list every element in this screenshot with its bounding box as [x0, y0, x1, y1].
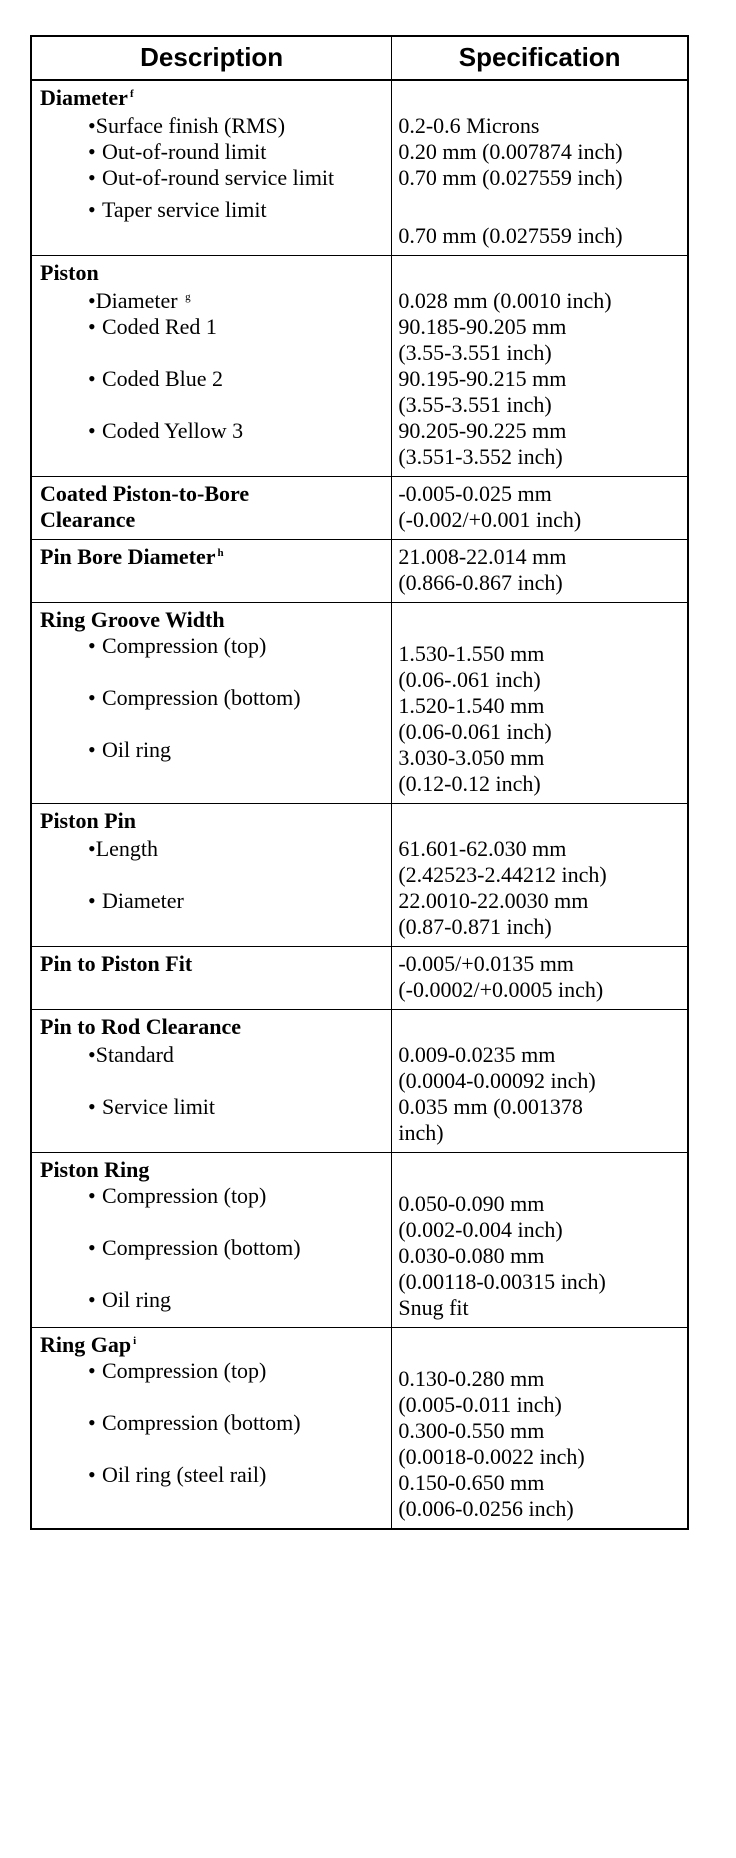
group-title: Pin Bore Diameter: [40, 544, 216, 569]
spec-value: 0.70 mm (0.027559 inch): [398, 165, 623, 190]
spec-cell: [392, 1328, 688, 1530]
spec-value: -0.005-0.025 mm: [398, 481, 552, 506]
spec-value: 0.050-0.090 mm: [398, 1191, 545, 1216]
bullet-icon: •: [88, 1094, 96, 1119]
footnote-mark: h: [217, 546, 224, 559]
specification-table: [30, 35, 689, 1530]
spec-value: (0.06-0.061 inch): [398, 719, 552, 744]
spec-cell: [392, 1010, 688, 1153]
list-item: • Oil ring (steel rail): [88, 1462, 267, 1487]
list-item: • Compression (top): [88, 1358, 267, 1383]
desc-cell: [31, 947, 392, 1010]
group-title: Clearance: [40, 507, 136, 532]
desc-cell: [31, 1328, 392, 1530]
spec-value: 3.030-3.050 mm: [398, 745, 545, 770]
spec-value: (0.12-0.12 inch): [398, 771, 541, 796]
spec-value: 0.2-0.6 Microns: [398, 113, 540, 138]
spec-value: inch): [398, 1120, 444, 1145]
spec-value: 90.205-90.225 mm: [398, 418, 567, 443]
list-item: • Coded Blue 2: [88, 366, 223, 391]
spec-value: (0.005-0.011 inch): [398, 1392, 562, 1417]
bullet-icon: •: [88, 888, 96, 913]
spec-value: 0.150-0.650 mm: [398, 1470, 545, 1495]
group-row-ring-gap: [31, 1328, 688, 1530]
spec-value: 90.185-90.205 mm: [398, 314, 567, 339]
list-item: •Standard: [88, 1042, 174, 1067]
spec-value: (2.42523-2.44212 inch): [398, 862, 607, 887]
bullet-icon: •: [88, 685, 96, 710]
list-item: • Compression (top): [88, 1183, 267, 1208]
spec-cell: [392, 603, 688, 804]
spec-value: 0.130-0.280 mm: [398, 1366, 545, 1391]
group-row-pin-rod: [31, 1010, 688, 1153]
header-row: [31, 36, 688, 80]
spec-cell: [392, 540, 688, 603]
group-title: Piston Ring: [40, 1157, 150, 1182]
header-description: Description: [31, 36, 392, 80]
spec-value: (-0.002/+0.001 inch): [398, 507, 582, 532]
list-item: •Surface finish (RMS): [88, 113, 286, 138]
spec-cell: [392, 256, 688, 477]
spec-value: 0.300-0.550 mm: [398, 1418, 545, 1443]
bullet-icon: •: [88, 288, 96, 313]
spec-value: (0.00118-0.00315 inch): [398, 1269, 606, 1294]
spec-cell: [392, 1153, 688, 1328]
bullet-icon: •: [88, 418, 96, 443]
spec-value: (0.0018-0.0022 inch): [398, 1444, 585, 1469]
header-specification: Specification: [392, 36, 688, 80]
spec-cell: [392, 80, 688, 256]
list-item: • Taper service limit: [88, 197, 267, 222]
group-title: Coated Piston-to-Bore: [40, 481, 250, 506]
spec-value: (0.87-0.871 inch): [398, 914, 552, 939]
group-row-pin-bore: [31, 540, 688, 603]
spec-value: (3.55-3.551 inch): [398, 340, 552, 365]
desc-cell: [31, 256, 392, 477]
group-title: Piston: [40, 260, 99, 285]
group-title: Piston Pin: [40, 808, 136, 833]
group-row-ring-groove: [31, 603, 688, 804]
group-title: Ring Gap: [40, 1332, 132, 1357]
footnote-mark: g: [185, 290, 191, 303]
spec-value: 0.70 mm (0.027559 inch): [398, 223, 623, 248]
group-title: Pin to Rod Clearance: [40, 1014, 242, 1039]
spec-value: (3.55-3.551 inch): [398, 392, 552, 417]
bullet-icon: •: [88, 165, 96, 190]
bullet-icon: •: [88, 633, 96, 658]
spec-value: 0.009-0.0235 mm: [398, 1042, 556, 1067]
desc-cell: [31, 540, 392, 603]
bullet-icon: •: [88, 1042, 96, 1067]
spec-value: 21.008-22.014 mm: [398, 544, 567, 569]
spec-value: (0.866-0.867 inch): [398, 570, 563, 595]
list-item: • Oil ring: [88, 737, 172, 762]
spec-value: Snug fit: [398, 1295, 469, 1320]
bullet-icon: •: [88, 197, 96, 222]
spec-value: 0.030-0.080 mm: [398, 1243, 545, 1268]
desc-cell: [31, 80, 392, 256]
bullet-icon: •: [88, 1462, 96, 1487]
desc-cell: [31, 804, 392, 947]
spec-value: (0.002-0.004 inch): [398, 1217, 563, 1242]
group-row-piston: [31, 256, 688, 477]
list-item: • Compression (bottom): [88, 1235, 301, 1260]
bullet-icon: •: [88, 1183, 96, 1208]
desc-cell: [31, 477, 392, 540]
bullet-icon: •: [88, 1410, 96, 1435]
list-item: • Compression (bottom): [88, 685, 301, 710]
spec-value: (0.0004-0.00092 inch): [398, 1068, 596, 1093]
group-title: Ring Groove Width: [40, 607, 225, 632]
group-row-pin-fit: [31, 947, 688, 1010]
group-row-coated-clearance: [31, 477, 688, 540]
spec-cell: [392, 804, 688, 947]
bullet-icon: •: [88, 139, 96, 164]
spec-value: -0.005/+0.0135 mm: [398, 951, 574, 976]
group-row-piston-pin: [31, 804, 688, 947]
group-title: Pin to Piston Fit: [40, 951, 193, 976]
list-item: • Service limit: [88, 1094, 216, 1119]
bullet-icon: •: [88, 836, 96, 861]
list-item: • Coded Red 1: [88, 314, 217, 339]
bullet-icon: •: [88, 366, 96, 391]
footnote-mark: i: [133, 1334, 137, 1347]
spec-cell: [392, 947, 688, 1010]
spec-value: (-0.0002/+0.0005 inch): [398, 977, 604, 1002]
desc-cell: [31, 603, 392, 804]
spec-value: 61.601-62.030 mm: [398, 836, 567, 861]
list-item: • Out-of-round limit: [88, 139, 267, 164]
spec-value: 1.530-1.550 mm: [398, 641, 545, 666]
list-item: • Compression (bottom): [88, 1410, 301, 1435]
spec-page: [30, 35, 689, 1530]
bullet-icon: •: [88, 1235, 96, 1260]
list-item: • Oil ring: [88, 1287, 172, 1312]
spec-value: 22.0010-22.0030 mm: [398, 888, 589, 913]
spec-value: (0.06-.061 inch): [398, 667, 541, 692]
spec-value: 90.195-90.215 mm: [398, 366, 567, 391]
group-row-diameter: [31, 80, 688, 256]
desc-cell: [31, 1153, 392, 1328]
bullet-icon: •: [88, 113, 96, 138]
list-item: •Diameter $^g$: [88, 288, 191, 313]
list-item: • Diameter: [88, 888, 184, 913]
spec-value: 0.028 mm (0.0010 inch): [398, 288, 612, 313]
bullet-icon: •: [88, 1287, 96, 1312]
bullet-icon: •: [88, 737, 96, 762]
list-item: • Out-of-round service limit: [88, 165, 335, 190]
spec-value: 0.20 mm (0.007874 inch): [398, 139, 623, 164]
bullet-icon: •: [88, 1358, 96, 1383]
spec-value: 1.520-1.540 mm: [398, 693, 545, 718]
bullet-icon: •: [88, 314, 96, 339]
group-row-piston-ring: [31, 1153, 688, 1328]
list-item: • Coded Yellow 3: [88, 418, 244, 443]
list-item: • Compression (top): [88, 633, 267, 658]
list-item: •Length: [88, 836, 159, 861]
desc-cell: [31, 1010, 392, 1153]
spec-value: (0.006-0.0256 inch): [398, 1496, 574, 1521]
spec-value: 0.035 mm (0.001378: [398, 1094, 583, 1119]
spec-cell: [392, 477, 688, 540]
group-title: Diameter: [40, 85, 128, 110]
spec-value: (3.551-3.552 inch): [398, 444, 563, 469]
footnote-mark: f: [129, 87, 134, 100]
